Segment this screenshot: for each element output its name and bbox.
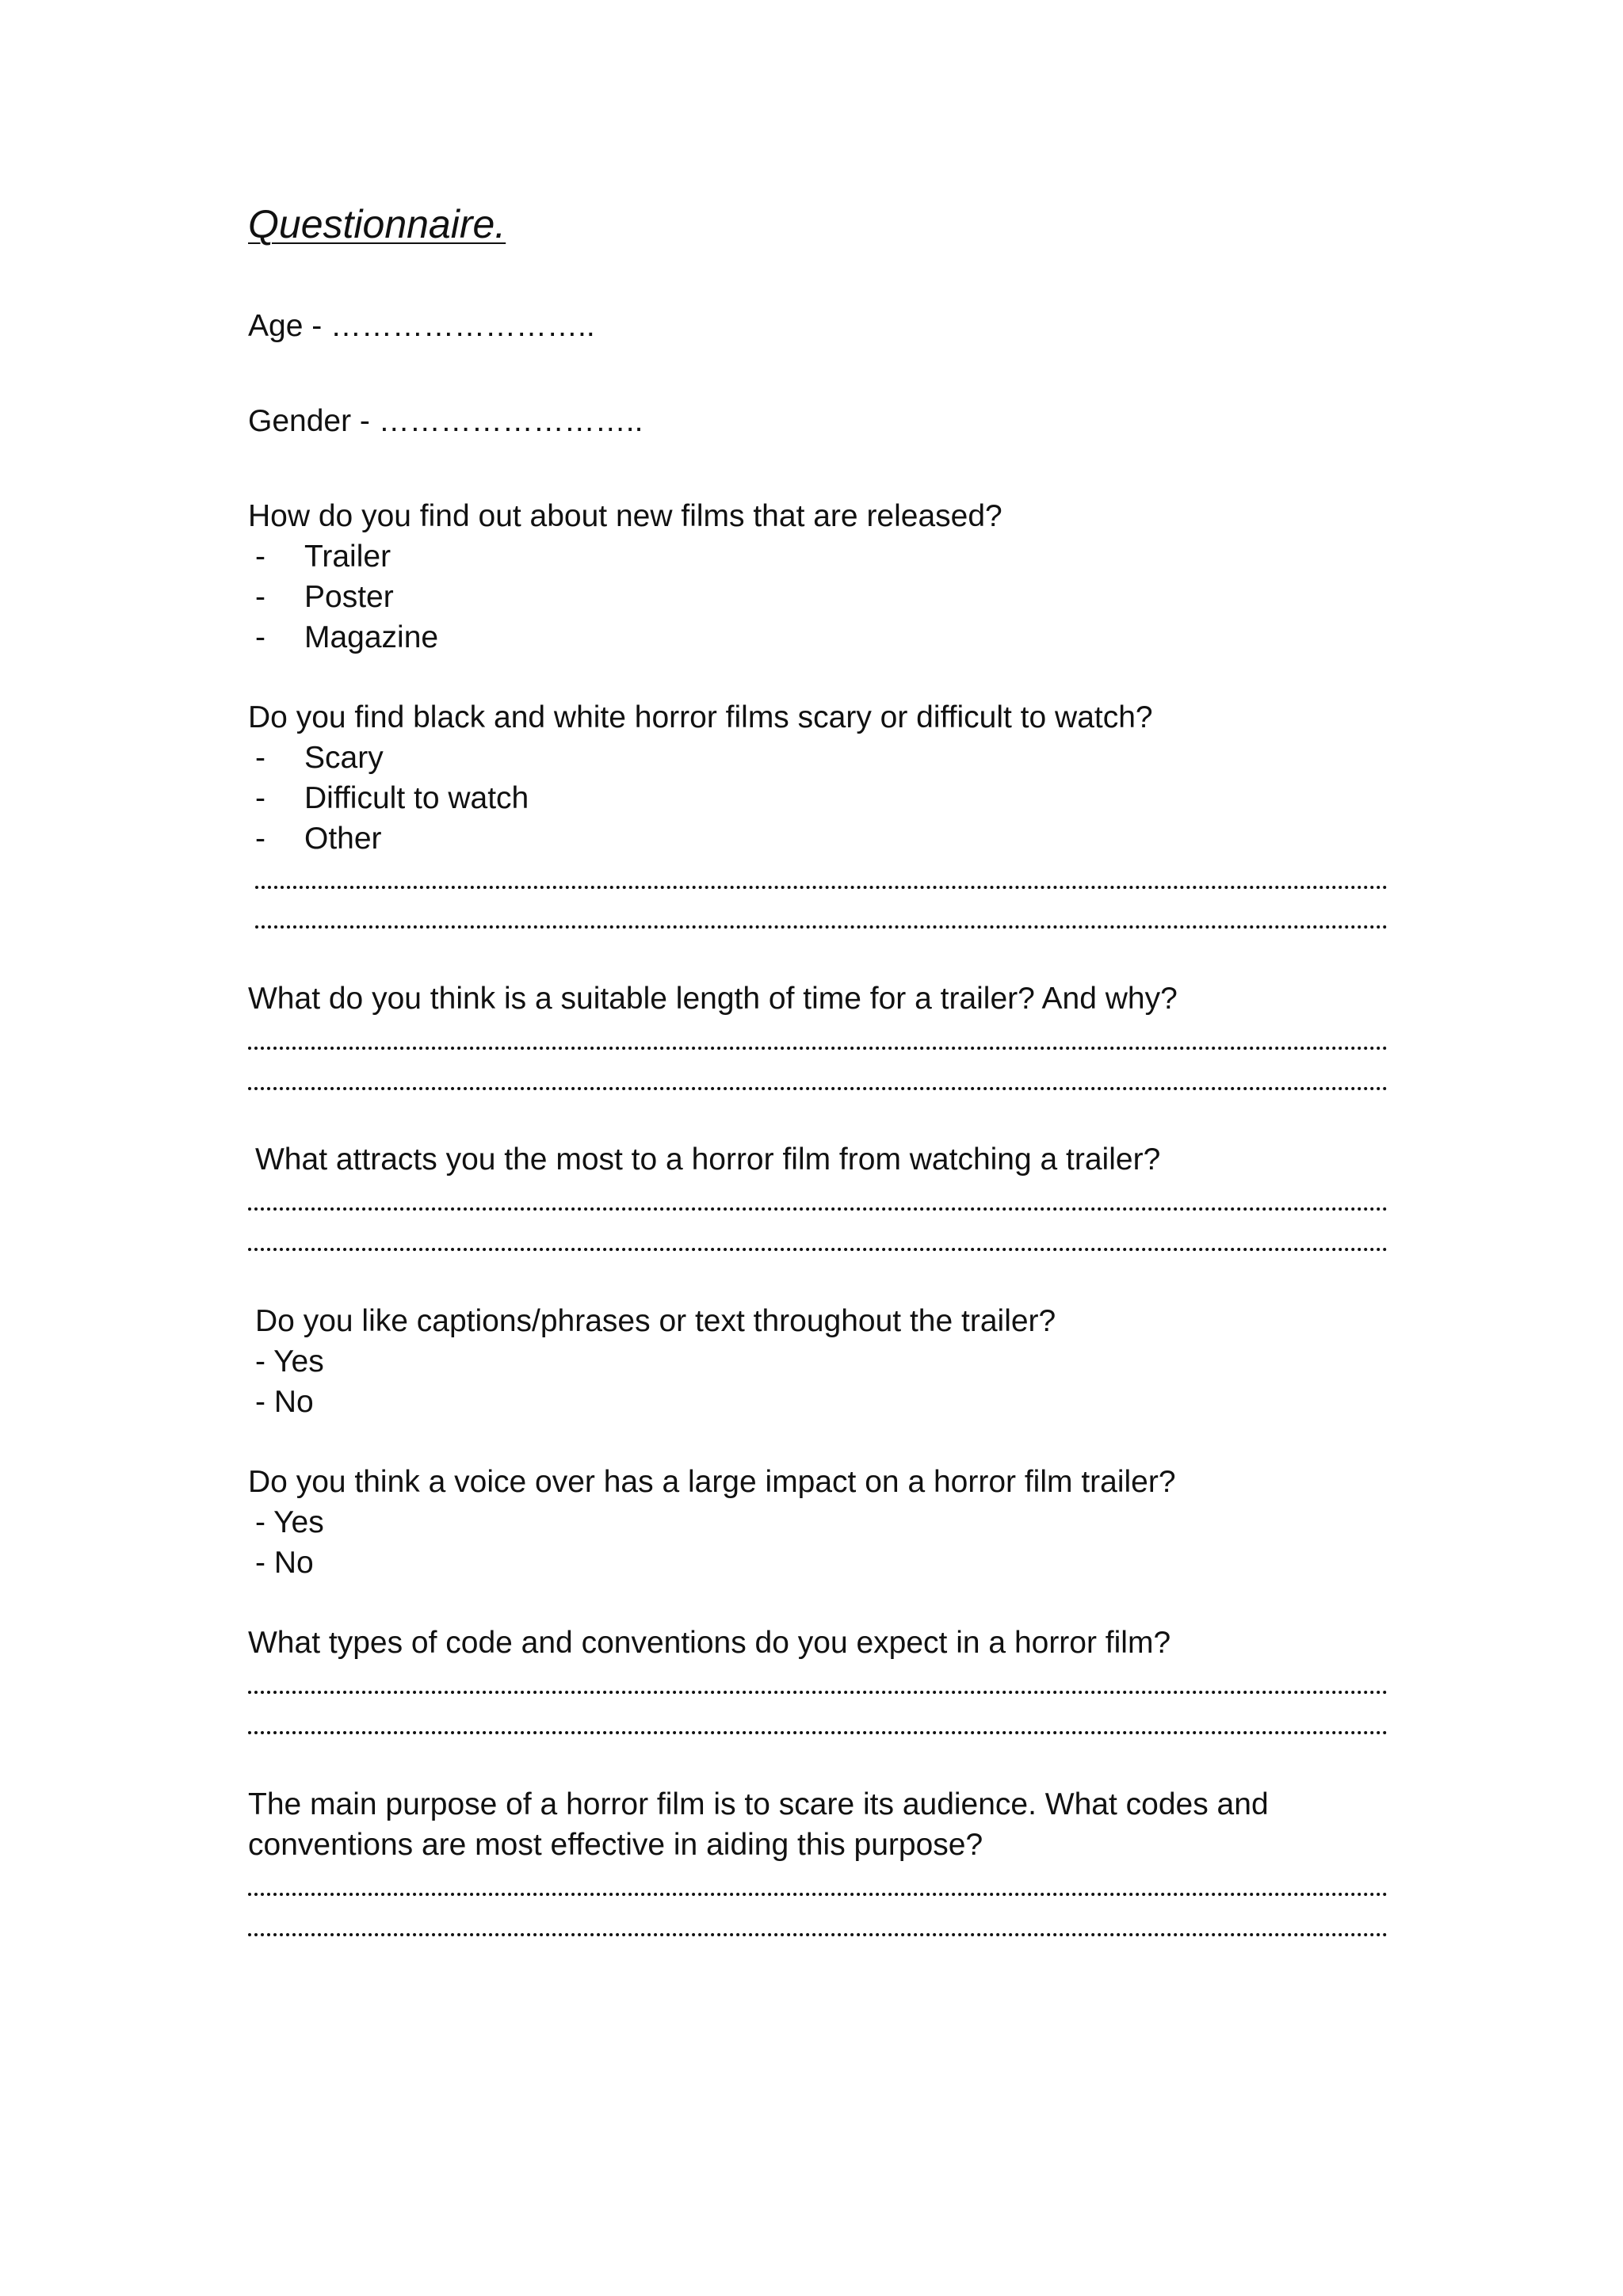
page-title: Questionnaire. (248, 202, 506, 246)
answer-line (248, 1047, 1388, 1050)
question-horror-purpose-line2: conventions are most effective in aiding this purpose? (248, 1828, 983, 1862)
question-codes-conventions: What types of code and conventions do you expect in a horror film? (248, 1626, 1171, 1660)
bullet-dash: - (255, 620, 265, 654)
bullet-dash: - (255, 580, 265, 614)
answer-line (248, 1207, 1388, 1211)
question-captions: Do you like captions/phrases or text throughout the trailer? (255, 1304, 1056, 1338)
bullet-dash: - (255, 781, 265, 815)
option-trailer: Trailer (304, 540, 391, 574)
answer-line (248, 1248, 1388, 1251)
answer-line (255, 925, 1388, 929)
bullet-dash: - (255, 540, 265, 574)
option-poster: Poster (304, 580, 394, 614)
age-field: Age - …………………….. (248, 309, 595, 343)
bullet-dash: - (255, 741, 265, 775)
bullet-dash: - (255, 822, 265, 856)
answer-line (248, 1087, 1388, 1090)
question-trailer-attraction: What attracts you the most to a horror film from watching a trailer? (255, 1142, 1161, 1177)
question-trailer-length: What do you think is a suitable length of time for a trailer? And why? (248, 982, 1178, 1016)
option-scary: Scary (304, 741, 384, 775)
answer-line (248, 1893, 1388, 1896)
question-voice-over: Do you think a voice over has a large impact on a horror film trailer? (248, 1465, 1176, 1499)
answer-line (248, 1691, 1388, 1694)
gender-field: Gender - …………………….. (248, 404, 643, 438)
answer-line (248, 1933, 1388, 1936)
option-yes: - Yes (255, 1505, 324, 1539)
answer-line (255, 886, 1388, 889)
option-yes: - Yes (255, 1344, 324, 1379)
answer-line (248, 1731, 1388, 1734)
option-difficult-to-watch: Difficult to watch (304, 781, 529, 815)
option-no: - No (255, 1546, 314, 1580)
question-black-white-films: Do you find black and white horror films scary or difficult to watch? (248, 700, 1153, 734)
question-film-discovery: How do you find out about new films that are released? (248, 499, 1002, 533)
option-other: Other (304, 822, 382, 856)
option-no: - No (255, 1385, 314, 1419)
question-horror-purpose-line1: The main purpose of a horror film is to scare its audience. What codes and (248, 1787, 1269, 1821)
option-magazine: Magazine (304, 620, 439, 654)
